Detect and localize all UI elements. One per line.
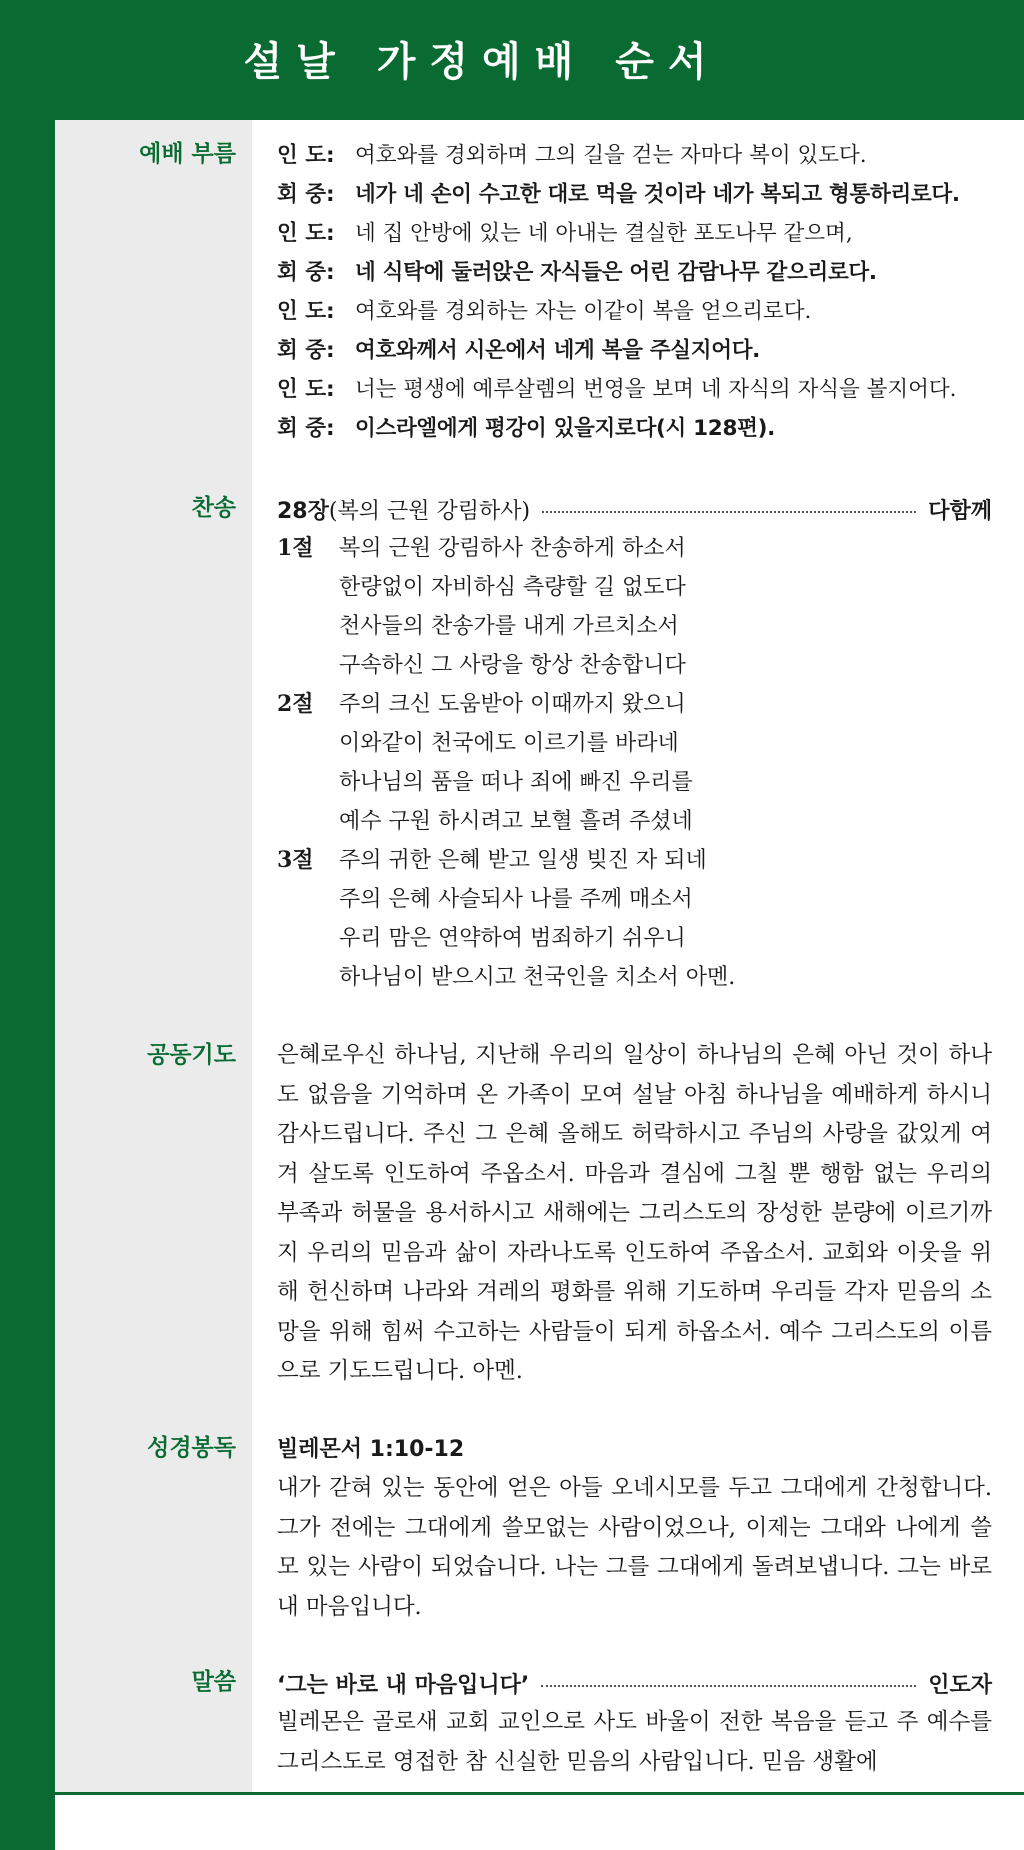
- verse-line: 예수 구원 하시려고 보혈 흘려 주셨네: [339, 809, 693, 834]
- hymn-verse: [277, 841, 992, 997]
- verse-line: 주의 귀한 은혜 받고 일생 빚진 자 되네: [339, 848, 707, 873]
- hymn-header: [277, 490, 992, 529]
- sermon-section: [277, 1664, 992, 1782]
- section-label-scripture: 성경봉독: [147, 1435, 236, 1461]
- verse-line: 한량없이 자비하심 측량할 길 없도다: [339, 575, 686, 600]
- verse-line: 이와같이 천국에도 이르기를 바라네: [339, 731, 679, 756]
- hymn-section: [277, 490, 992, 997]
- scripture-text: 내가 갇혀 있는 동안에 얻은 아들 오네시모를 두고 그대에게 간청합니다. 그가 전에는 그대에게 쓸모없는 사람이었으나, 이제는 그대와 나에게 쓸모 있는 사람이 되었습니다. 나는 그를 그대에게 돌려보냅니다. 그는 바로 내 마음입니다.: [277, 1475, 992, 1620]
- hymn-performer: 다함께: [928, 499, 992, 524]
- reading-line: [277, 214, 992, 253]
- left-accent-bar: [0, 120, 55, 1850]
- speaker-label: 회 중:: [277, 182, 335, 207]
- speaker-label: 회 중:: [277, 416, 335, 441]
- speaker-label: 회 중:: [277, 260, 335, 285]
- reading-line: [277, 292, 992, 331]
- speaker-label: 인 도:: [277, 143, 335, 168]
- verse-line: 주의 크신 도움받아 이때까지 왔으니: [339, 692, 686, 717]
- reading-line: [277, 253, 992, 292]
- reading-line: [277, 409, 992, 448]
- sermon-speaker: 인도자: [928, 1673, 992, 1698]
- sermon-text: 빌레몬은 골로새 교회 교인으로 사도 바울이 전한 복음을 듣고 주 예수를 그리스도로 영접한 참 신실한 믿음의 사람입니다. 믿음 생활에: [277, 1709, 992, 1775]
- reading-text: 너는 평생에 예루살렘의 번영을 보며 네 자식의 자식을 볼지어다.: [355, 377, 957, 402]
- header-bar: [0, 0, 1024, 120]
- scripture-reference: 빌레몬서 1:10-12: [277, 1437, 465, 1462]
- speaker-label: 인 도:: [277, 377, 335, 402]
- label-column: [55, 120, 252, 1792]
- reading-text: 네가 네 손이 수고한 대로 먹을 것이라 네가 복되고 형통하리로다.: [355, 182, 960, 207]
- page-title: 설날 가정예배 순서: [243, 39, 721, 85]
- section-label-prayer: 공동기도: [147, 1042, 236, 1068]
- reading-text: 여호와께서 시온에서 네게 복을 주실지어다.: [355, 338, 761, 363]
- section-label-call-to-worship: 예배 부름: [139, 141, 236, 167]
- speaker-label: 인 도:: [277, 221, 335, 246]
- verse-line: 구속하신 그 사랑을 항상 찬송합니다: [339, 653, 686, 678]
- sermon-header: [277, 1664, 992, 1703]
- dotted-leader: [541, 1685, 916, 1687]
- verse-line: 하나님이 받으시고 천국인을 치소서 아멘.: [339, 965, 736, 990]
- reading-text: 이스라엘에게 평강이 있을지로다(시 128편).: [355, 416, 775, 441]
- verse-number: 1절: [277, 535, 314, 561]
- reading-line: [277, 175, 992, 214]
- verse-line: 우리 맘은 연약하여 범죄하기 쉬우니: [339, 926, 686, 951]
- verse-number: 3절: [277, 847, 314, 873]
- dotted-leader: [542, 511, 916, 513]
- bottom-divider: [55, 1792, 1024, 1795]
- sermon-title: ‘그는 바로 내 마음입니다’: [277, 1673, 530, 1698]
- reading-text: 여호와를 경외하는 자는 이같이 복을 얻으리로다.: [355, 299, 812, 324]
- reading-text: 네 식탁에 둘러앉은 자식들은 어린 감람나무 같으리로다.: [355, 260, 877, 285]
- hymn-verse: [277, 529, 992, 685]
- hymn-verse: [277, 685, 992, 841]
- reading-line: [277, 136, 992, 175]
- reading-text: 여호와를 경외하며 그의 길을 걷는 자마다 복이 있도다.: [355, 143, 867, 168]
- verse-line: 복의 근원 강림하사 찬송하게 하소서: [339, 536, 686, 561]
- section-label-sermon: 말씀: [191, 1669, 236, 1695]
- reading-line: [277, 331, 992, 370]
- prayer-text: 은혜로우신 하나님, 지난해 우리의 일상이 하나님의 은혜 아닌 것이 하나도 없음을 기억하며 온 가족이 모여 설날 아침 하나님을 예배하게 하시니 감사드립니다. 주신 그 은혜 올해도 허락하시고 주님의 사랑을 값있게 여겨 살도록 인도하여 주옵소서. 마음과 결심에 그칠 뿐 행함 없는 우리의 부족과 허물을 용서하시고 새해에는 그리스도의 장성한 분량에 이르기까지 우리의 믿음과 삶이 자라나도록 인도하여 주옵소서. 교회와 이웃을 위해 헌신하며 나라와 겨레의 평화를 위해 기도하며 우리들 각자 믿음의 소망을 위해 힘써 수고하는 사람들이 되게 하옵소서. 예수 그리스도의 이름으로 기도드립니다. 아멘.: [277, 1042, 992, 1384]
- verse-number: 2절: [277, 691, 314, 717]
- reading-line: [277, 370, 992, 409]
- reading-text: 네 집 안방에 있는 네 아내는 결실한 포도나무 같으며,: [355, 221, 853, 246]
- responsive-reading: [277, 136, 992, 448]
- hymn-title: (복의 근원 강림하사): [328, 499, 531, 524]
- speaker-label: 인 도:: [277, 299, 335, 324]
- hymn-number: 28장: [277, 499, 329, 524]
- verse-line: 천사들의 찬송가를 내게 가르치소서: [339, 614, 679, 639]
- scripture-section: [277, 1430, 992, 1627]
- section-label-hymn: 찬송: [191, 495, 236, 521]
- speaker-label: 회 중:: [277, 338, 335, 363]
- verse-line: 주의 은혜 사슬되사 나를 주께 매소서: [339, 887, 693, 912]
- verse-line: 하나님의 품을 떠나 죄에 빠진 우리를: [339, 770, 693, 795]
